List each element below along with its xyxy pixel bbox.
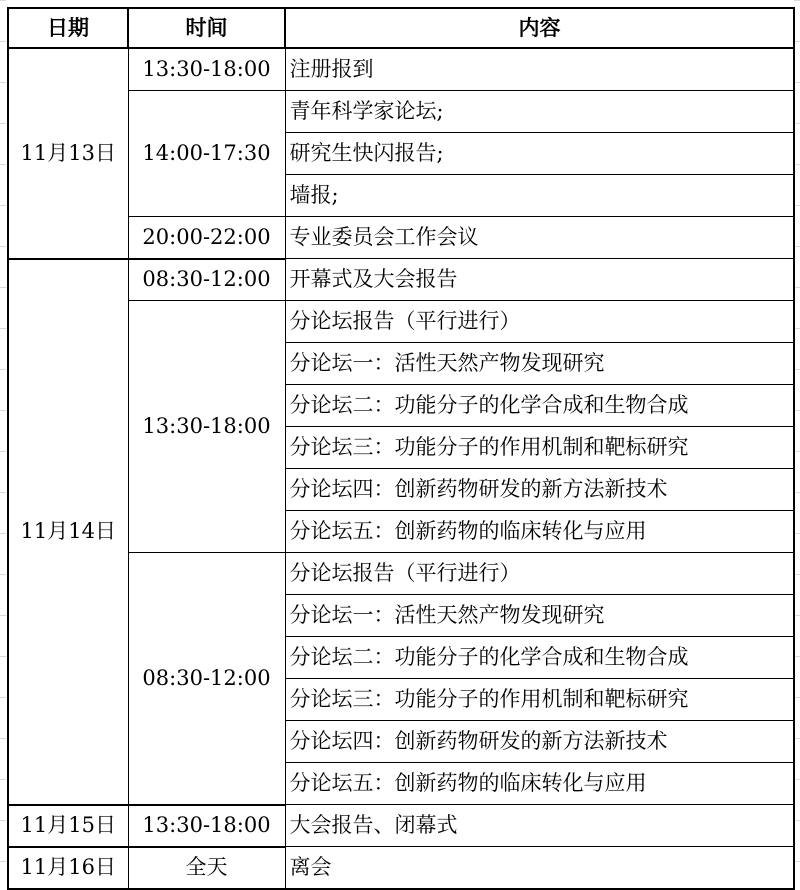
gridline-left [0, 0, 6, 877]
table-row [8, 48, 794, 91]
schedule-table [7, 7, 795, 890]
time-cell: 13:30-18:00 [128, 301, 285, 553]
time-cell: 13:30-18:00 [128, 48, 285, 91]
date-cell: 11月16日 [8, 847, 128, 890]
content-cell: 专业委员会工作会议 [285, 217, 794, 259]
content-cell: 开幕式及大会报告 [285, 259, 794, 301]
content-cell: 分论坛四：创新药物研发的新方法新技术 [285, 721, 794, 763]
content-cell: 分论坛四：创新药物研发的新方法新技术 [285, 469, 794, 511]
date-cell: 11月13日 [8, 48, 128, 259]
content-cell: 研究生快闪报告; [285, 133, 794, 175]
content-cell: 分论坛一：活性天然产物发现研究 [285, 343, 794, 385]
time-cell: 14:00-17:30 [128, 91, 285, 217]
header-row [8, 8, 794, 48]
date-cell: 11月14日 [8, 259, 128, 805]
table-row [8, 259, 794, 301]
time-cell: 08:30-12:00 [128, 553, 285, 805]
header-date: 日期 [8, 8, 128, 48]
content-cell: 分论坛二：功能分子的化学合成和生物合成 [285, 637, 794, 679]
content-cell: 墙报; [285, 175, 794, 217]
table-row [8, 847, 794, 890]
content-cell: 注册报到 [285, 48, 794, 91]
time-cell: 20:00-22:00 [128, 217, 285, 259]
content-cell: 分论坛报告（平行进行） [285, 301, 794, 343]
time-cell: 13:30-18:00 [128, 805, 285, 847]
content-cell: 分论坛报告（平行进行） [285, 553, 794, 595]
content-cell: 分论坛五：创新药物的临床转化与应用 [285, 511, 794, 553]
content-cell: 分论坛一：活性天然产物发现研究 [285, 595, 794, 637]
content-cell: 分论坛三：功能分子的作用机制和靶标研究 [285, 679, 794, 721]
time-cell: 全天 [128, 847, 285, 890]
schedule-body [8, 48, 794, 889]
content-cell: 分论坛二：功能分子的化学合成和生物合成 [285, 385, 794, 427]
time-cell: 08:30-12:00 [128, 259, 285, 301]
content-cell: 分论坛五：创新药物的临床转化与应用 [285, 763, 794, 805]
header-content: 内容 [285, 8, 794, 48]
content-cell: 大会报告、闭幕式 [285, 805, 794, 847]
content-cell: 离会 [285, 847, 794, 890]
content-cell: 青年科学家论坛; [285, 91, 794, 133]
table-row [8, 805, 794, 847]
date-cell: 11月15日 [8, 805, 128, 847]
header-time: 时间 [128, 8, 285, 48]
content-cell: 分论坛三：功能分子的作用机制和靶标研究 [285, 427, 794, 469]
